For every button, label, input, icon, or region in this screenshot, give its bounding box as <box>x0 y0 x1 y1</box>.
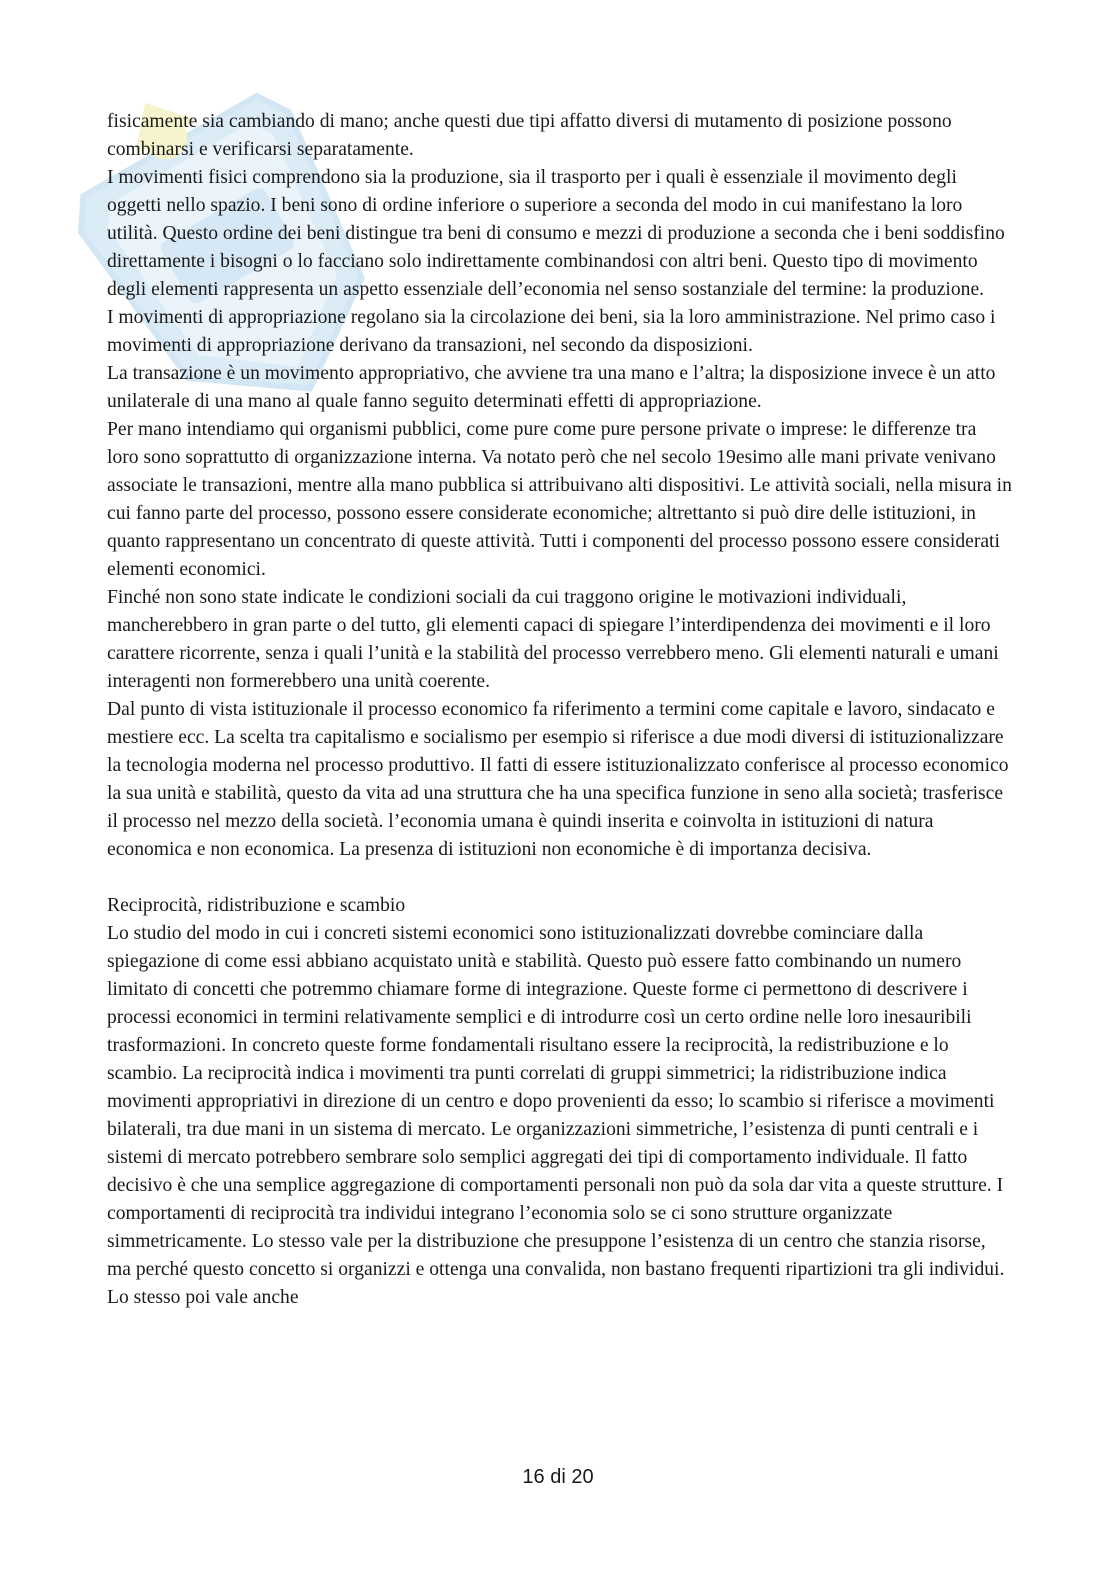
paragraph: La transazione è un movimento appropriativo, che avviene tra una mano e l’altra; la disposizione invece è un atto unilaterale di una mano al quale fanno seguito determinati effetti di appropriazione. <box>107 363 996 412</box>
paragraph: Dal punto di vista istituzionale il processo economico fa riferimento a termini come capitale e lavoro, sindacato e mestiere ecc. La scelta tra capitalismo e socialismo per esempio si riferisce a due modi diversi di istituzionalizzare la tecnologia moderna nel processo produttivo. Il fatti di essere istituzionalizzato conferisce al processo economico la sua unità e stabilità, questo da vita ad una struttura che ha una specifica funzione in seno alla società; trasferisce il processo nel mezzo della società. l’economia umana è quindi inserita e coinvolta in istituzioni di natura economica e non economica. La presenza di istituzioni non economiche è di importanza decisiva. <box>107 699 1009 860</box>
paragraph: I movimenti di appropriazione regolano sia la circolazione dei beni, sia la loro amministrazione. Nel primo caso i movimenti di appropriazione derivano da transazioni, nel secondo da disposizioni. <box>107 307 996 356</box>
paragraph-spacer <box>107 864 1012 892</box>
paragraph: Per mano intendiamo qui organismi pubblici, come pure come pure persone private o imprese: le differenze tra loro sono soprattutto di organizzazione interna. Va notato però che nel secolo 19esimo alle mani private venivano associate le transazioni, mentre alla mano pubblica si attribuivano alti dispositivi. Le attività sociali, nella misura in cui fanno parte del processo, possono essere considerate economiche; altrettanto si può dire delle istituzioni, in quanto rappresentano un concentrato di queste attività. Tutti i componenti del processo possono essere considerati elementi economici. <box>107 419 1012 580</box>
document-body <box>107 108 1012 1312</box>
page-number: 16 di 20 <box>522 1466 594 1488</box>
section-heading: Reciprocità, ridistribuzione e scambio <box>107 895 406 916</box>
paragraph: Finché non sono state indicate le condizioni sociali da cui traggono origine le motivazioni individuali, mancherebbero in gran parte o del tutto, gli elementi capaci di spiegare l’interdipendenza dei movimenti e il loro carattere ricorrente, senza i quali l’unità e la stabilità del processo verrebbero meno. Gli elementi naturali e umani interagenti non formerebbero una unità coerente. <box>107 587 999 692</box>
paragraph: Lo studio del modo in cui i concreti sistemi economici sono istituzionalizzati dovrebbe cominciare dalla spiegazione di come essi abbiano acquistato unità e stabilità. Questo può essere fatto combinando un numero limitato di concetti che potremmo chiamare forme di integrazione. Queste forme ci permettono di descrivere i processi economici in termini relativamente semplici e di introdurre così un certo ordine nelle loro inesauribili trasformazioni. In concreto queste forme fondamentali risultano essere la reciprocità, la redistribuzione e lo scambio. La reciprocità indica i movimenti tra punti correlati di gruppi simmetrici; la ridistribuzione indica movimenti appropriativi in direzione di un centro e dopo provenienti da esso; lo scambio si riferisce a movimenti bilaterali, tra due mani in un sistema di mercato. Le organizzazioni simmetriche, l’esistenza di punti centrali e i sistemi di mercato potrebbero sembrare solo semplici aggregati dei tipi di comportamento individuale. Il fatto decisivo è che una semplice aggregazione di comportamenti personali non può da sola dar vita a queste strutture. I comportamenti di reciprocità tra individui integrano l’economia solo se ci sono strutture organizzate simmetricamente. Lo stesso vale per la distribuzione che presuppone l’esistenza di un centro che stanzia risorse, ma perché questo concetto si organizzi e ottenga una convalida, non bastano frequenti ripartizioni tra gli individui. Lo stesso poi vale anche <box>107 923 1005 1308</box>
paragraph: fisicamente sia cambiando di mano; anche questi due tipi affatto diversi di mutamento di posizione possono combinarsi e verificarsi separatamente. <box>107 111 952 160</box>
paragraph: I movimenti fisici comprendono sia la produzione, sia il trasporto per i quali è essenziale il movimento degli oggetti nello spazio. I beni sono di ordine inferiore o superiore a seconda del modo in cui manifestano la loro utilità. Questo ordine dei beni distingue tra beni di consumo e mezzi di produzione a seconda che i beni soddisfino direttamente i bisogni o lo facciano solo indirettamente combinandosi con altri beni. Questo tipo di movimento degli elementi rappresenta un aspetto essenziale dell’economia nel senso sostanziale del termine: la produzione. <box>107 167 1005 300</box>
